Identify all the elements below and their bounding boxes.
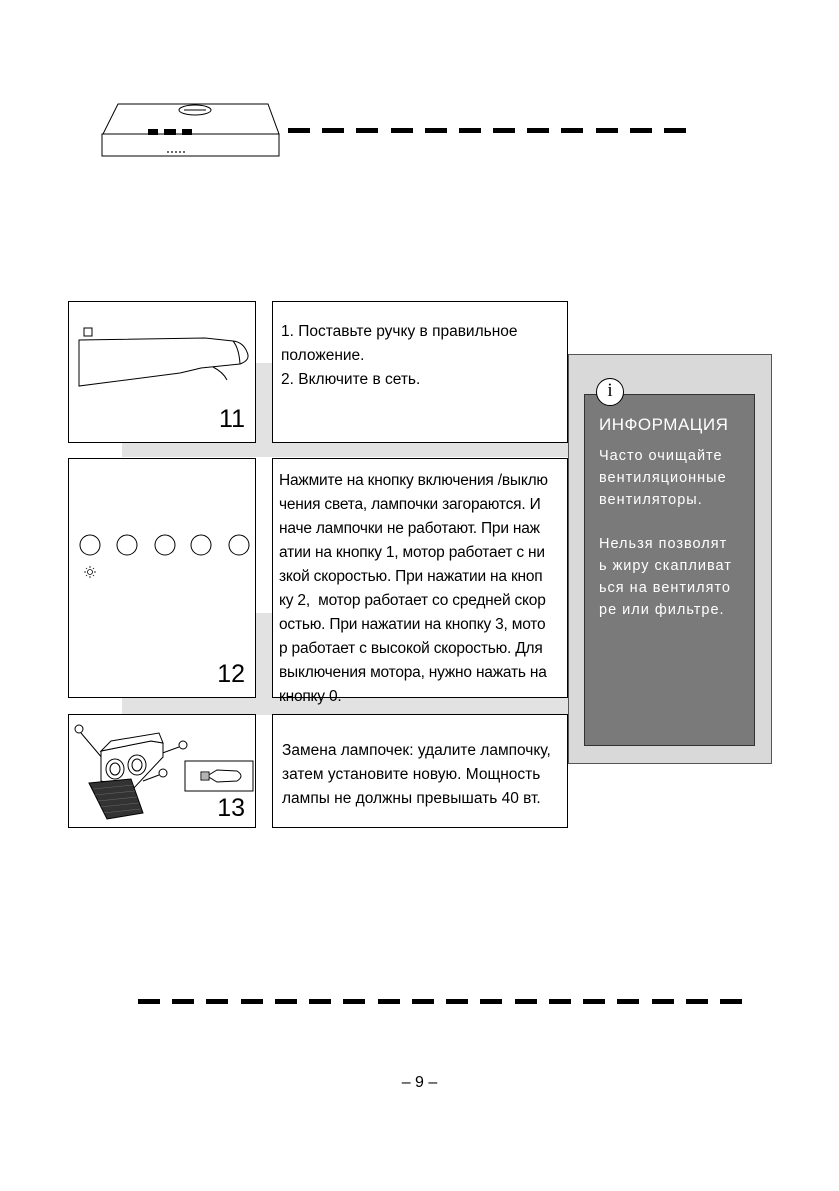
text-line: кнопку 0. [279,688,342,705]
info-text: Часто очищайте вентиляционные вентиляторы. Нельзя позволят ь жиру скапливат ься на вентилято ре или фильтре. [599,448,732,618]
text-line: Замена лампочек: удалите лампочку, [282,742,551,759]
text-line: зкой скоростью. При нажатии на кноп [279,568,543,585]
page-number: – 9 – [401,1074,438,1091]
text-line: лампы не должны превышать 40 вт. [282,790,541,807]
step-number: 11 [219,405,245,433]
text-line: остью. При нажатии на кнопку 3, мото [279,616,546,633]
info-panel [584,394,755,746]
step-13-text-box [272,714,568,828]
step-12-text-box [272,458,568,705]
step-13-illustration-box [68,714,256,828]
step-11-illustration-box [68,301,256,443]
info-icon: i [596,378,624,406]
text-line: чения света, лампочки загораются. И [279,496,541,513]
bottom-dashed-rule [138,999,742,1004]
text-line: положение. [281,347,365,364]
text-line: Нажмите на кнопку включения /выклю [279,472,548,489]
text-line: 1. Поставьте ручку в правильное [281,323,518,340]
text-line: затем установите новую. Мощность [282,766,541,783]
step-number: 12 [217,660,245,688]
text-line: р работает с высокой скоростью. Для [279,640,543,657]
text-line: наче лампочки не работают. При наж [279,520,540,537]
step-12-illustration-box [68,458,256,698]
step-11-text-box [272,301,568,443]
text-line: атии на кнопку 1, мотор работает с ни [279,544,545,561]
step-number: 13 [217,794,245,822]
top-dashed-rule [288,128,686,133]
text-line: ку 2, мотор работает со средней скор [279,592,546,609]
text-line: 2. Включите в сеть. [281,371,421,388]
range-hood-illustration [98,100,283,162]
info-title: ИНФОРМАЦИЯ [599,415,729,434]
hood-side-view-icon [75,326,255,388]
control-buttons-icon [77,531,252,586]
text-line: выключения мотора, нужно нажать на [279,664,547,681]
